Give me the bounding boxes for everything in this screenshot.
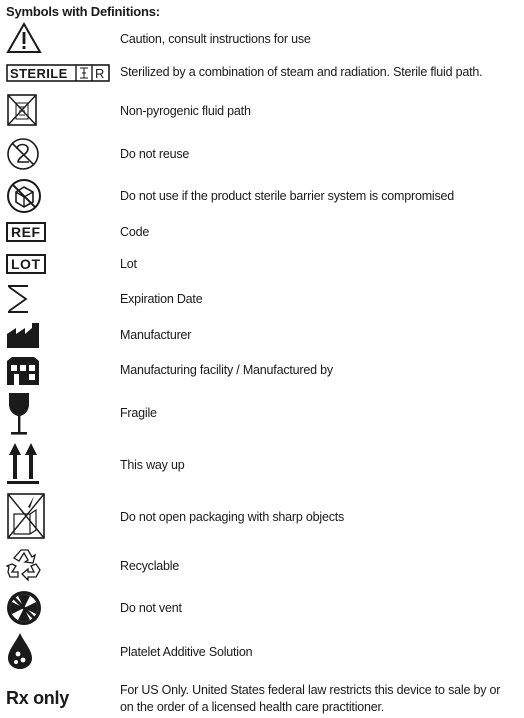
ref-icon xyxy=(6,222,46,242)
lot-icon xyxy=(6,254,46,274)
definition-text: Do not open packaging with sharp objects xyxy=(120,510,345,524)
rx-only-icon: Rx only xyxy=(6,688,69,708)
manufacturing-facility-icon xyxy=(6,355,40,385)
sterile-label: STERILE xyxy=(10,66,68,81)
do-not-reuse-icon xyxy=(6,137,40,171)
platelet-additive-icon xyxy=(6,632,34,670)
damaged-package-icon xyxy=(6,178,42,214)
do-not-vent-icon xyxy=(6,590,42,626)
definition-text: Do not reuse xyxy=(120,147,190,161)
definition-text: Lot xyxy=(120,257,137,271)
definition-text: Non-pyrogenic fluid path xyxy=(120,104,251,118)
recyclable-icon xyxy=(6,546,44,582)
this-way-up-icon xyxy=(6,441,40,485)
caution-icon xyxy=(6,22,42,54)
definition-text: Manufacturing facility / Manufactured by xyxy=(120,363,333,377)
definition-text: Code xyxy=(120,225,150,239)
definition-text: Manufacturer xyxy=(120,328,192,342)
non-pyrogenic-icon xyxy=(6,93,38,127)
definition-text: Fragile xyxy=(120,406,157,420)
definition-text: Do not vent xyxy=(120,601,182,615)
definition-text: Platelet Additive Solution xyxy=(120,645,253,659)
fragile-icon xyxy=(6,392,32,436)
hourglass-icon xyxy=(6,284,30,314)
manufacturer-icon xyxy=(6,322,40,348)
definition-text: For US Only. United States federal law restricts this device to sale by or on the order of a licensed health care practitioner. xyxy=(120,683,501,714)
sterile-r-label: R xyxy=(95,66,105,81)
definition-text: Caution, consult instructions for use xyxy=(120,32,311,46)
no-sharp-objects-icon xyxy=(6,492,46,540)
page-title: Symbols with Definitions: xyxy=(6,4,160,19)
definition-text: Sterilized by a combination of steam and radiation. Sterile fluid path. xyxy=(120,65,483,79)
sterile-r-icon xyxy=(6,64,110,82)
definition-text: This way up xyxy=(120,458,185,472)
ref-label: REF xyxy=(6,222,46,242)
definition-text: Do not use if the product sterile barrier system is compromised xyxy=(120,189,455,203)
definition-text: Expiration Date xyxy=(120,292,203,306)
definition-text: Recyclable xyxy=(120,559,180,573)
lot-label: LOT xyxy=(6,254,46,274)
